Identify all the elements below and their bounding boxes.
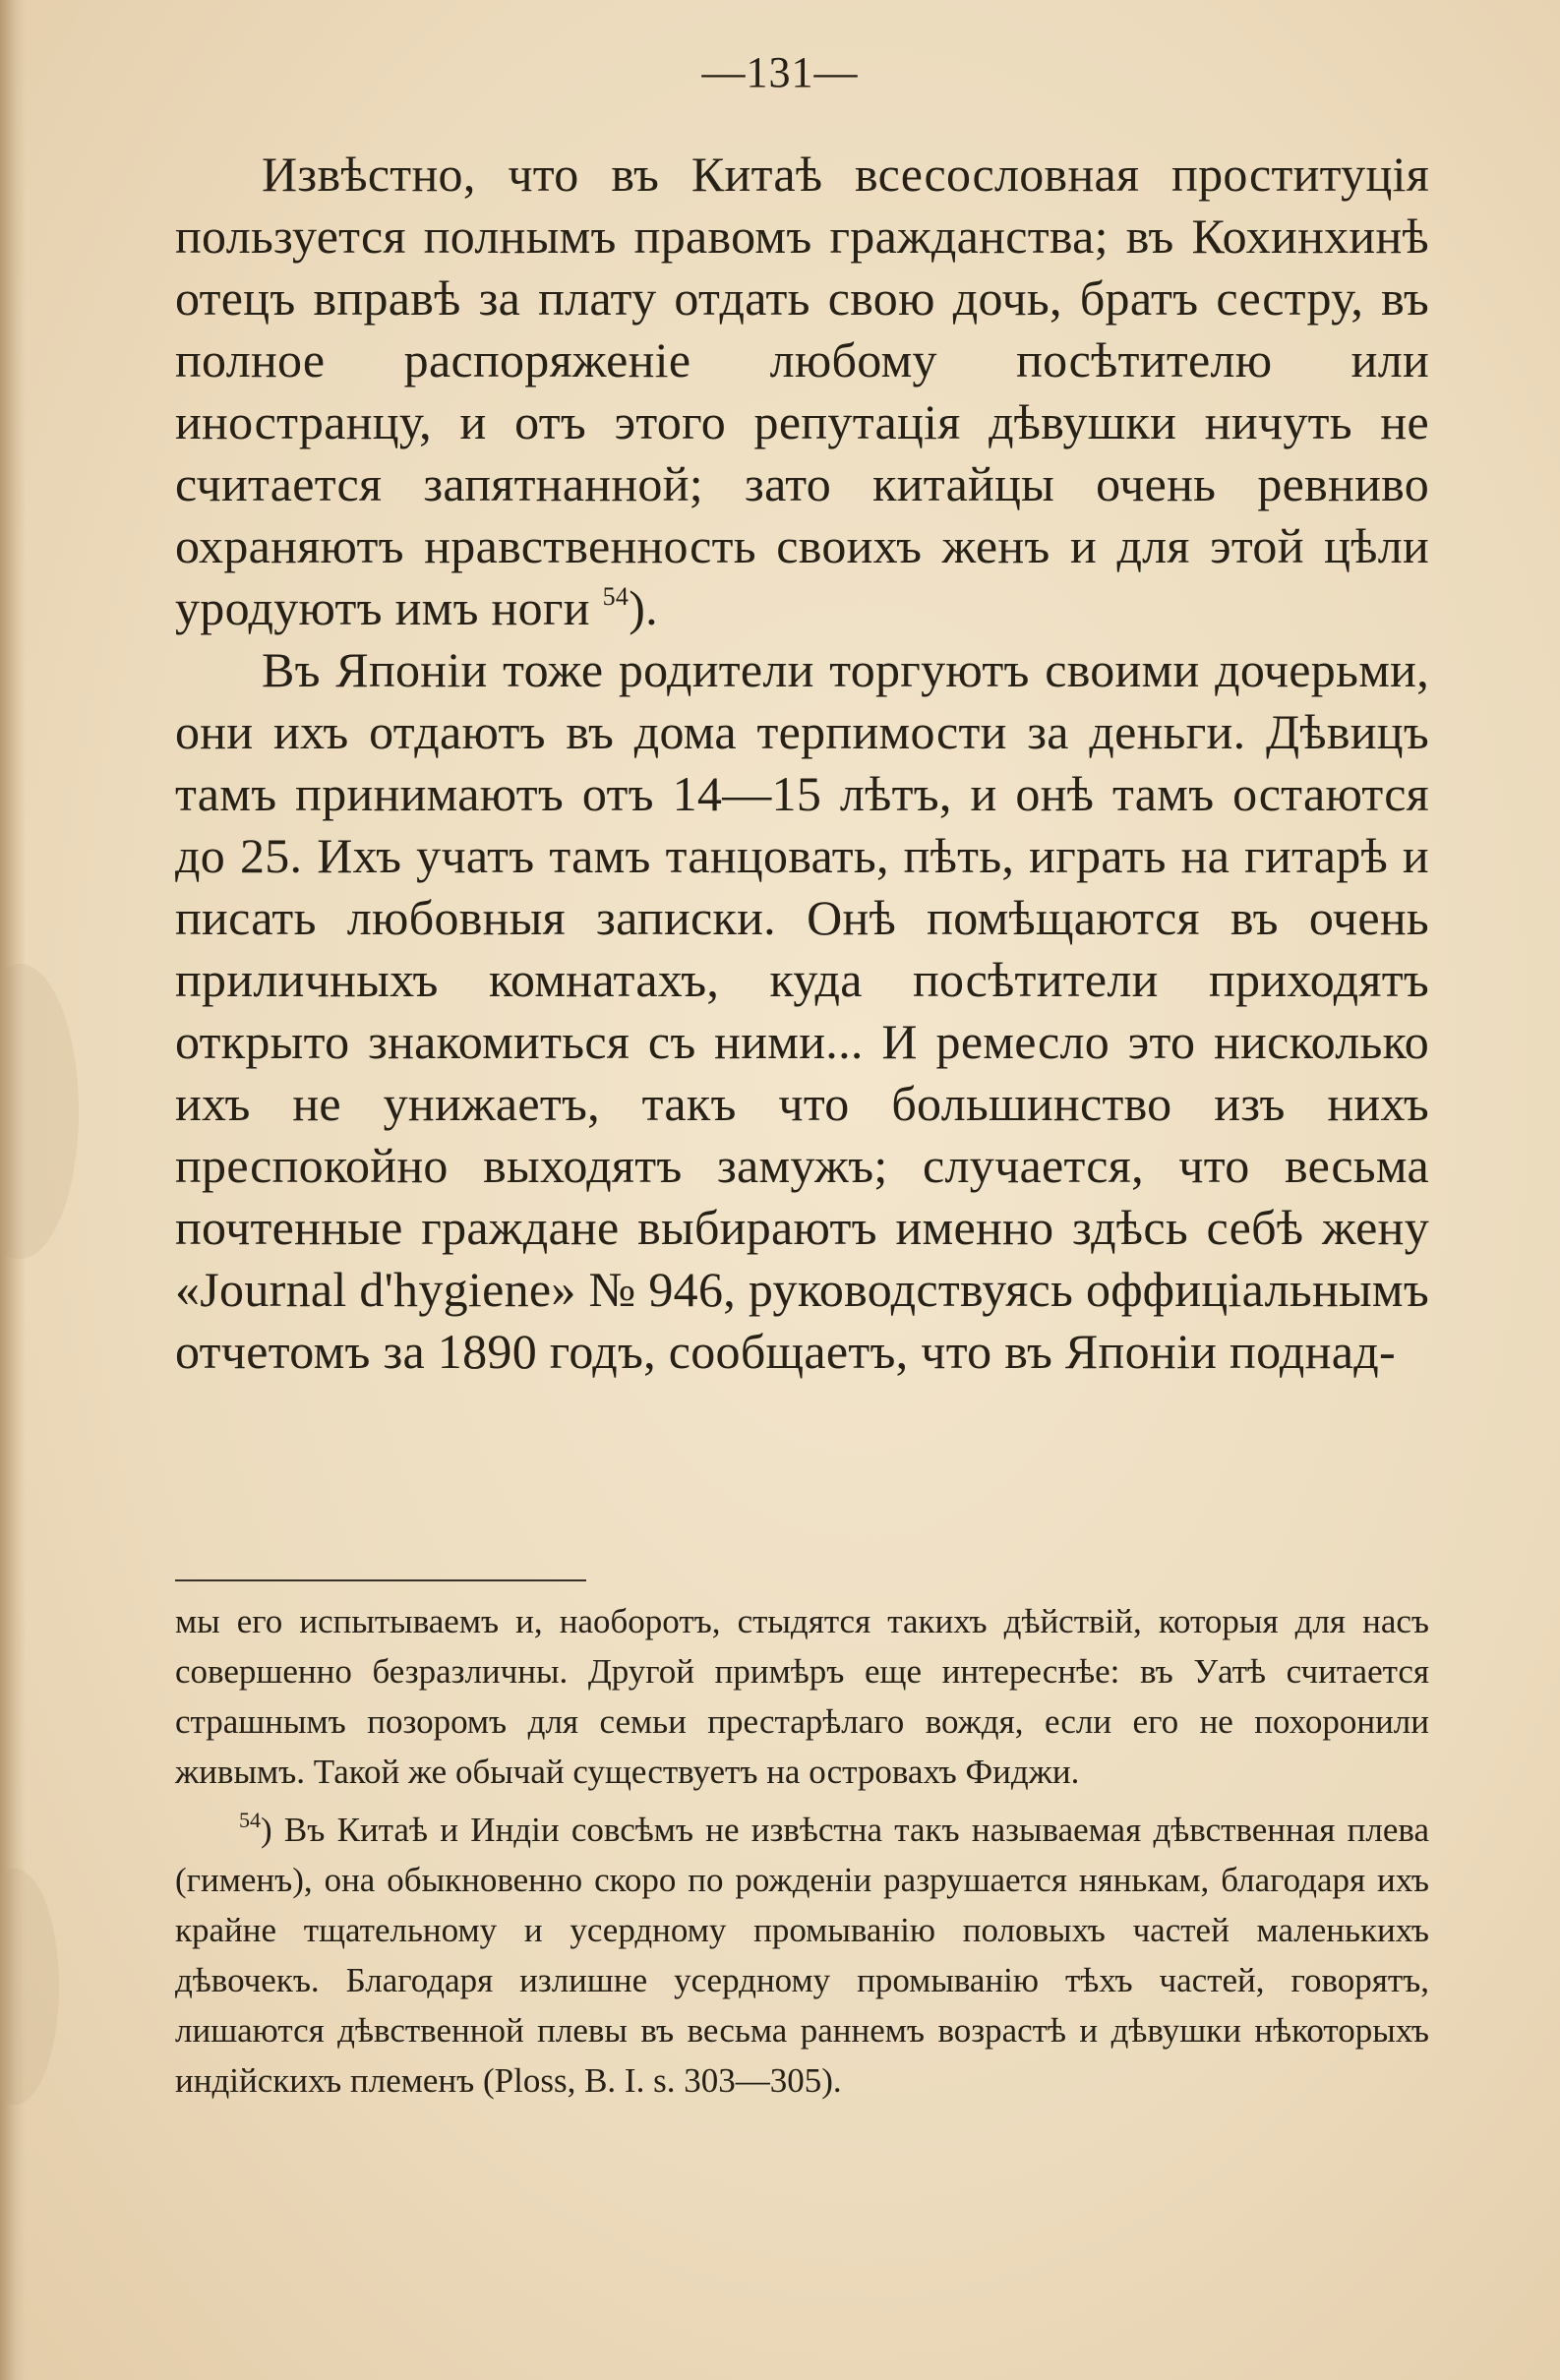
footnote-ref-54[interactable]: 54 <box>602 582 630 611</box>
paper-stain <box>0 964 79 1259</box>
page-number: —131— <box>701 48 859 96</box>
main-text <box>175 144 1429 1383</box>
paragraph-2: Въ Японіи тоже родители торгуютъ своими дочерьми, они ихъ отдаютъ въ дома терпимости за деньги. Дѣвицъ тамъ принимаютъ отъ 14—15 лѣтъ, и онѣ тамъ остаются до 25. Ихъ учатъ тамъ танцовать, пѣть, играть на гитарѣ и писать любовныя записки. Онѣ помѣщаются въ очень приличныхъ комнатахъ, куда посѣтители приходятъ открыто знакомиться съ ними... И ремесло это нисколько ихъ не унижаетъ, такъ что большинство изъ нихъ преспокойно выходятъ замужъ; случается, что весьма почтенные граждане выбираютъ именно здѣсь себѣ жену «Journal d'hygiene» № 946, руководствуясь оффиціальнымъ отчетомъ за 1890 годъ, сообщаетъ, что въ Японіи поднад- <box>175 642 1429 1379</box>
paper-stain <box>0 1869 59 2105</box>
footnotes <box>175 1596 1429 2106</box>
footnote-54 <box>175 1805 1429 2106</box>
paragraph-1-ref-close: ). <box>629 580 658 635</box>
paragraph-1-text: Извѣстно, что въ Китаѣ всесословная проституція пользуется полнымъ правомъ гражданства; въ Кохинхинѣ отецъ вправѣ за плату отдать свою дочь, братъ сестру, въ полное распоряженіе любому посѣтителю или иностранцу, и отъ этого репутація дѣвушки ничуть не считается запятнанной; зато китайцы очень ревниво охраняютъ нравственность своихъ женъ и для этой цѣли уродуютъ имъ ноги <box>175 147 1429 635</box>
footnote-divider <box>175 1579 586 1581</box>
footnote-54-text: ) Въ Китаѣ и Индіи совсѣмъ не извѣстна такъ называемая дѣвственная плева (гименъ), она обыкновенно скоро по рожденіи разрушается нянькам, благодаря ихъ крайне тщательному и усердному промыванію половыхъ частей маленькихъ дѣвочекъ. Благодаря излишне усердному промыванію тѣхъ частей, говорятъ, лишаются дѣвственной плевы въ весьма раннемъ возрастѣ и дѣвушки нѣкоторыхъ индійскихъ племенъ (Ploss, B. I. s. 303—305). <box>175 1811 1429 2100</box>
paragraph-1 <box>175 144 1429 639</box>
footnote-continuation: мы его испытываемъ и, наоборотъ, стыдятся такихъ дѣйствій, которыя для насъ совершенно безразличны. Другой примѣръ еще интереснѣе: въ Уатѣ считается страшнымъ позоромъ для семьи престарѣлаго вождя, если его не похоронили живымъ. Такой же обычай существуетъ на островахъ Фиджи. <box>175 1602 1429 1791</box>
footnote-marker: 54 <box>239 1808 261 1832</box>
